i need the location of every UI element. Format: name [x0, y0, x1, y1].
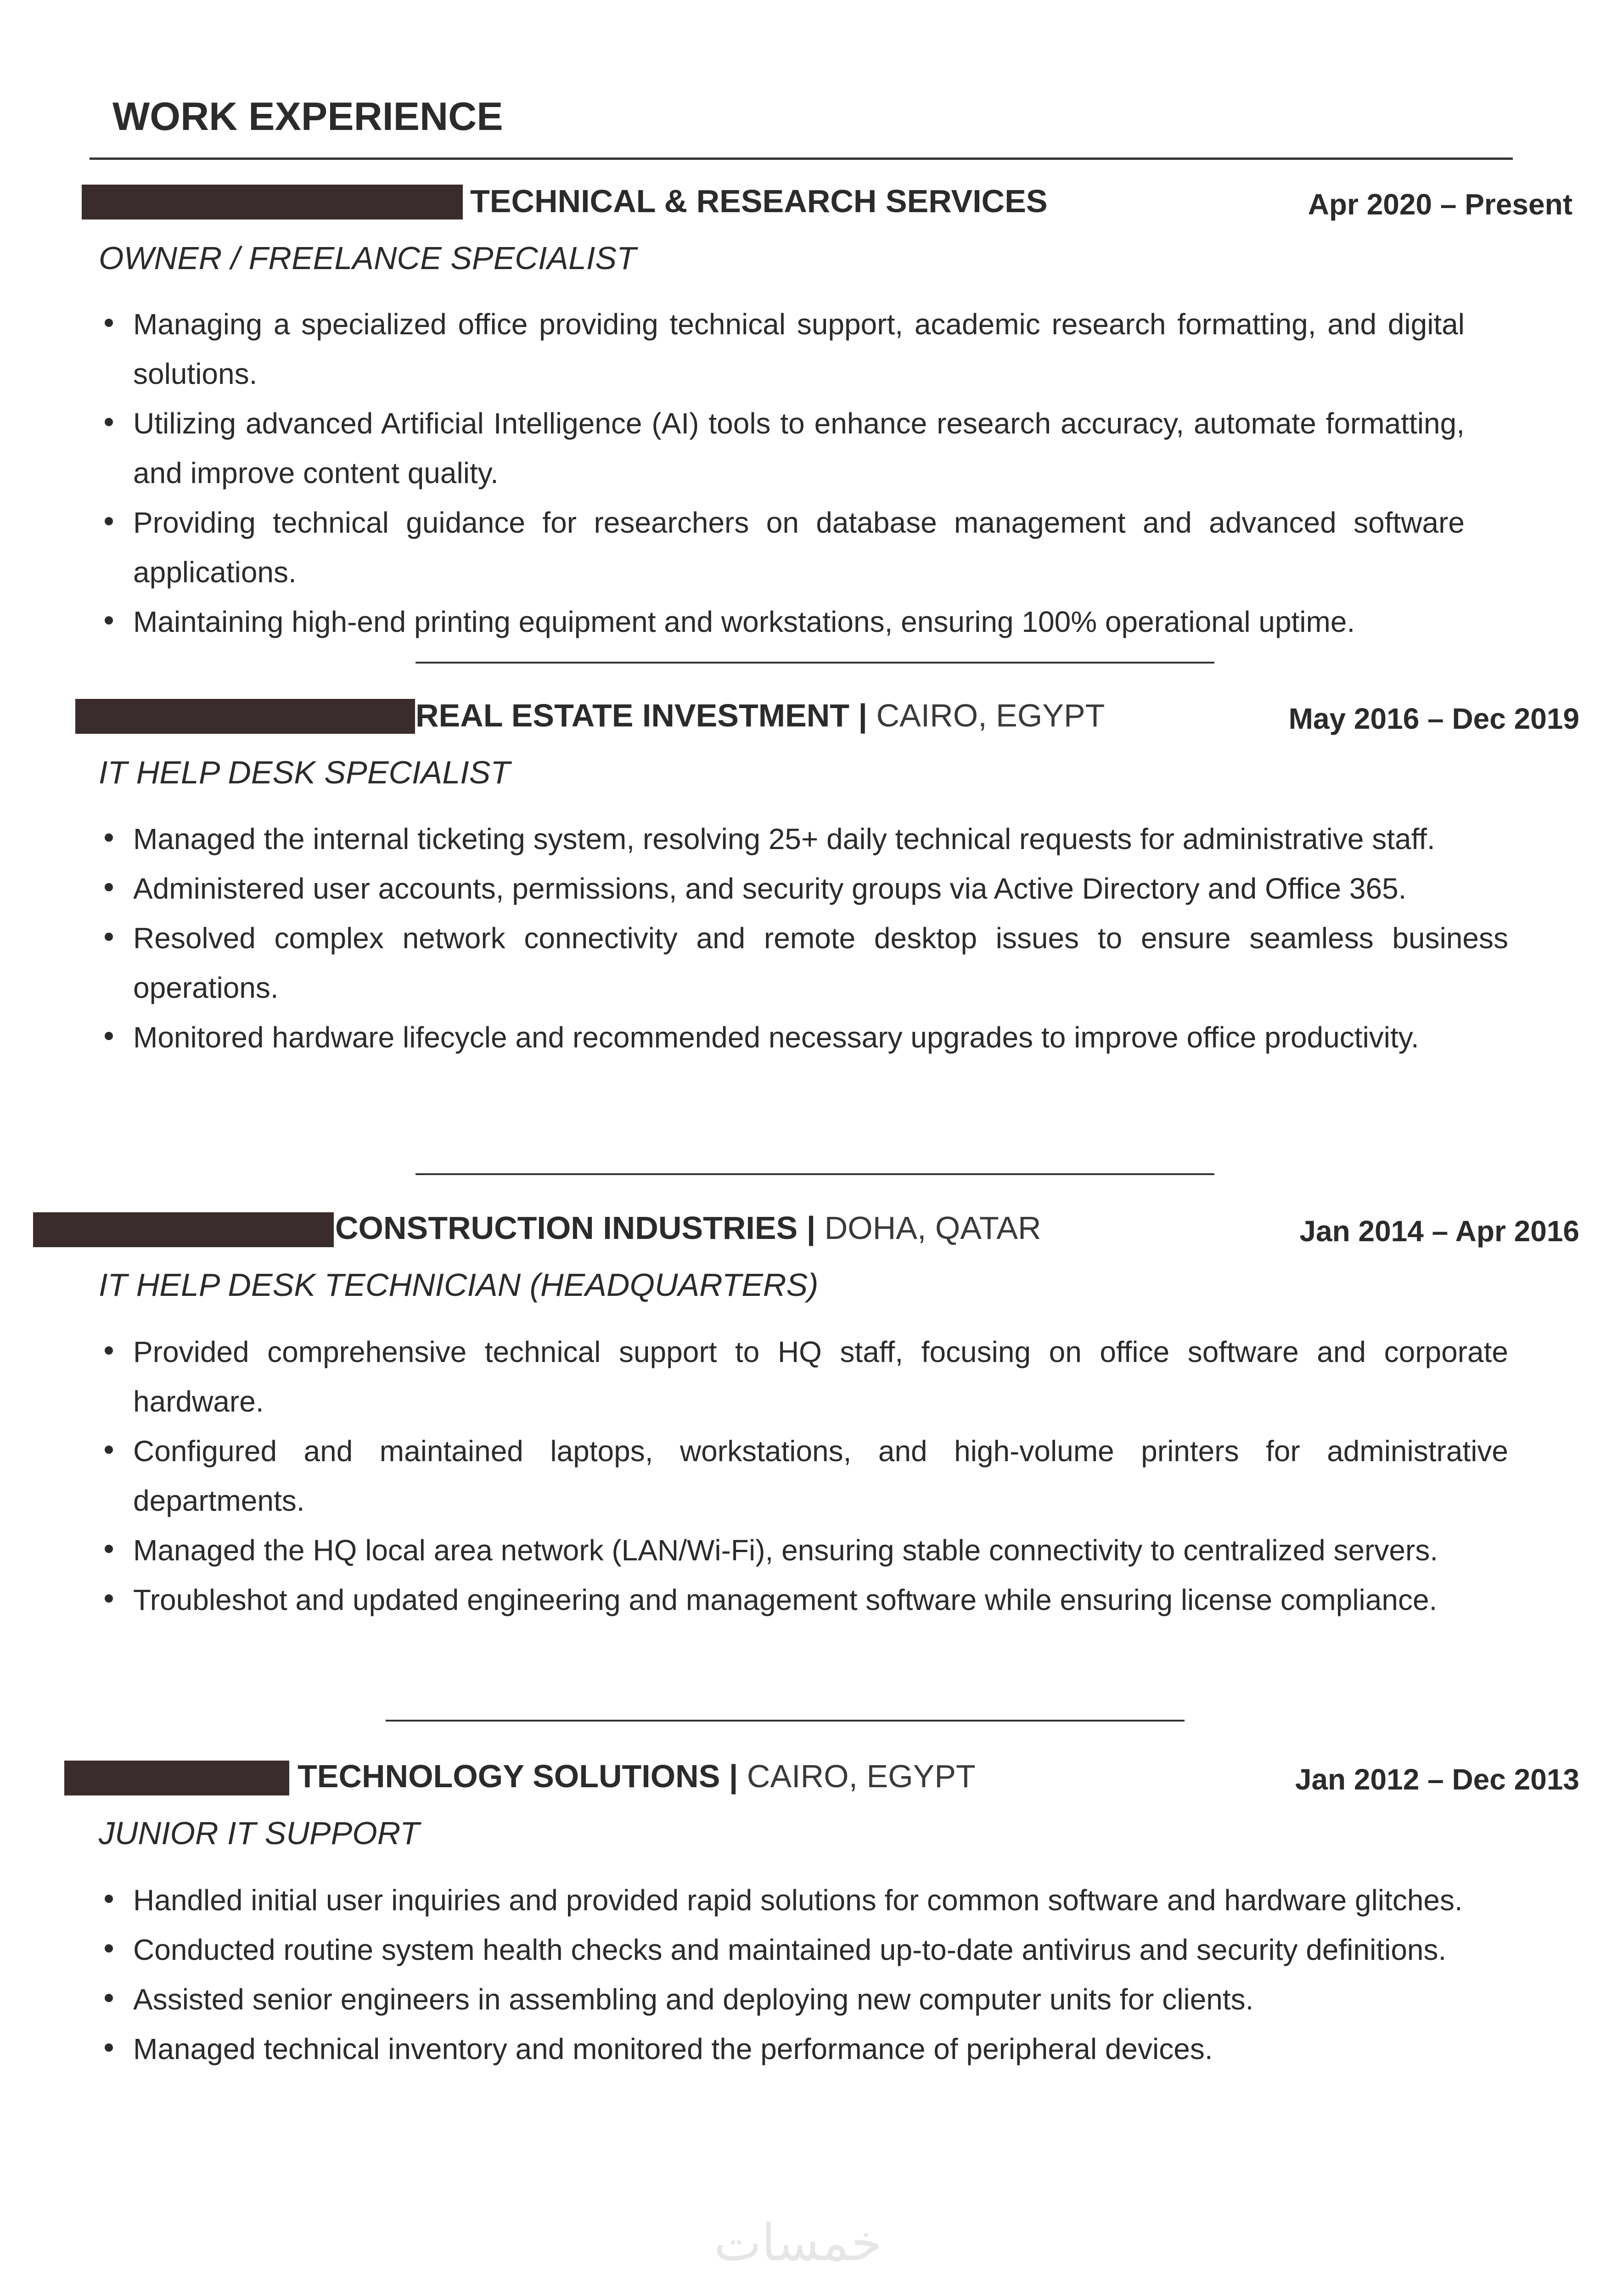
company-name — [298, 1758, 976, 1795]
employment-dates: Apr 2020 – Present — [1308, 188, 1572, 221]
responsibilities-list — [99, 1327, 1508, 1625]
list-item: Maintaining high-end printing equipment and workstations, ensuring 100% operational uptime. — [133, 597, 1465, 647]
list-item: Handled initial user inquiries and provided rapid solutions for common software and hardware glitches. — [133, 1875, 1508, 1925]
redaction-bar — [33, 1212, 334, 1247]
list-item: Provided comprehensive technical support to HQ staff, focusing on office software and corporate hardware. — [133, 1327, 1508, 1426]
company-title: REAL ESTATE INVESTMENT — [416, 698, 850, 733]
job-role: OWNER / FREELANCE SPECIALIST — [99, 240, 636, 276]
redaction-bar — [64, 1761, 289, 1795]
redaction-bar — [82, 185, 463, 219]
responsibilities-list — [99, 814, 1508, 1062]
company-name — [470, 183, 1048, 219]
list-item: Monitored hardware lifecycle and recommended necessary upgrades to improve office productivity. — [133, 1013, 1508, 1062]
company-title: TECHNOLOGY SOLUTIONS — [298, 1758, 720, 1794]
list-item: Troubleshot and updated engineering and management software while ensuring license compliance. — [133, 1575, 1508, 1625]
list-item: Managed the internal ticketing system, resolving 25+ daily technical requests for administrative staff. — [133, 814, 1508, 864]
list-item: Resolved complex network connectivity and remote desktop issues to ensure seamless business operations. — [133, 913, 1508, 1013]
section-divider — [386, 1720, 1185, 1722]
employment-dates: May 2016 – Dec 2019 — [1288, 702, 1579, 735]
job-role: IT HELP DESK SPECIALIST — [99, 754, 511, 790]
responsibilities-list — [99, 1875, 1508, 2074]
company-location: CAIRO, EGYPT — [747, 1758, 976, 1794]
list-item: Administered user accounts, permissions, and security groups via Active Directory and Office 365. — [133, 864, 1508, 913]
list-item: Managing a specialized office providing technical support, academic research formatting, and digital solutions. — [133, 299, 1465, 399]
employment-dates: Jan 2014 – Apr 2016 — [1299, 1215, 1579, 1248]
list-item: Managed the HQ local area network (LAN/Wi-Fi), ensuring stable connectivity to centralized servers. — [133, 1525, 1508, 1575]
list-item: Managed technical inventory and monitored the performance of peripheral devices. — [133, 2024, 1508, 2074]
watermark-logo: خمسات — [714, 2213, 882, 2272]
employment-dates: Jan 2012 – Dec 2013 — [1295, 1763, 1579, 1796]
job-role: JUNIOR IT SUPPORT — [99, 1815, 420, 1851]
list-item: Utilizing advanced Artificial Intelligence (AI) tools to enhance research accuracy, automate formatting, and improve content quality. — [133, 399, 1465, 498]
list-item: Providing technical guidance for researchers on database management and advanced software applications. — [133, 498, 1465, 597]
company-name — [416, 697, 1105, 734]
company-title: TECHNICAL & RESEARCH SERVICES — [470, 183, 1048, 219]
company-location: DOHA, QATAR — [824, 1210, 1041, 1246]
list-item: Configured and maintained laptops, workstations, and high-volume printers for administrative departments. — [133, 1426, 1508, 1525]
company-name — [335, 1210, 1041, 1246]
company-separator: | — [797, 1210, 825, 1246]
section-title: WORK EXPERIENCE — [112, 95, 503, 139]
section-divider — [416, 1173, 1214, 1175]
company-title: CONSTRUCTION INDUSTRIES — [335, 1210, 798, 1246]
company-separator: | — [849, 698, 876, 733]
company-location: CAIRO, EGYPT — [876, 698, 1105, 733]
redaction-bar — [75, 699, 415, 734]
job-role: IT HELP DESK TECHNICIAN (HEADQUARTERS) — [99, 1267, 819, 1303]
list-item: Conducted routine system health checks and maintained up-to-date antivirus and security definitions. — [133, 1925, 1508, 1975]
section-divider — [416, 662, 1214, 664]
section-rule — [90, 158, 1513, 160]
list-item: Assisted senior engineers in assembling and deploying new computer units for clients. — [133, 1975, 1508, 2024]
company-separator: | — [720, 1758, 747, 1794]
responsibilities-list — [99, 299, 1465, 647]
